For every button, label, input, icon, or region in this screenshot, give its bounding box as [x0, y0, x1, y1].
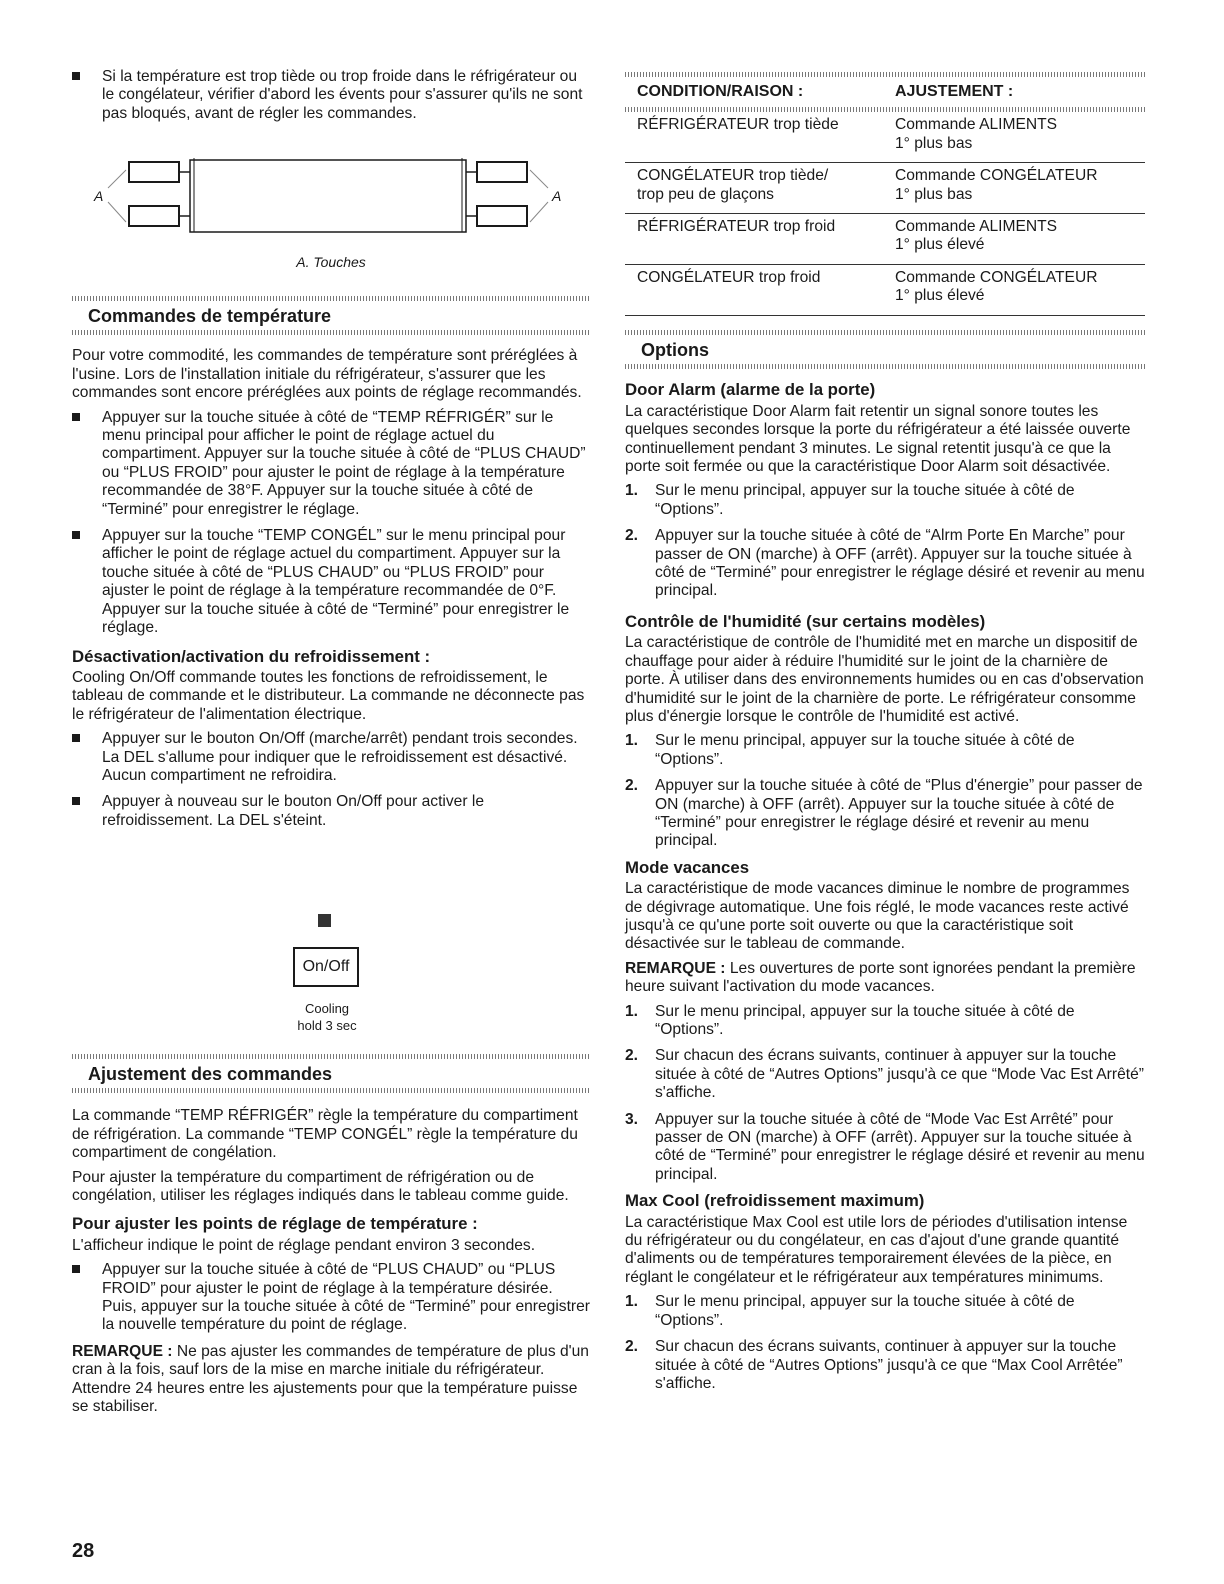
- table-cell-condition: CONGÉLATEUR trop froid: [625, 264, 883, 315]
- table-cell-adjustment: Commande CONGÉLATEUR 1° plus élevé: [883, 264, 1145, 315]
- table-cell-condition: RÉFRIGÉRATEUR trop tiède: [625, 112, 883, 162]
- onoff-caption: [262, 1000, 392, 1034]
- bullet-item: Appuyer à nouveau sur le bouton On/Off pour activer le refroidissement. La DEL s'éteint.: [72, 793, 590, 830]
- onoff-caption-line1: Cooling: [304, 1001, 350, 1016]
- table-cell-adjustment: Commande ALIMENTS 1° plus bas: [883, 112, 1145, 162]
- table-row: [625, 112, 1145, 162]
- table-row: [625, 264, 1145, 315]
- step-item: 2. Appuyer sur la touche située à côté de “Plus d'énergie” pour passer de ON (marche) à OFF (arrêt). Appuyer sur la touche située à côté de “Terminé” pour enregistrer le réglage désiré et revenir au menu principal.: [625, 777, 1143, 850]
- step-item: 1. Sur le menu principal, appuyer sur la touche située à côté de “Options”.: [625, 732, 1075, 768]
- step-item: 1. Sur le menu principal, appuyer sur la touche située à côté de “Options”.: [625, 1002, 1075, 1038]
- note-text: Les ouvertures de porte sont ignorées pendant la première heure suivant l'activation du mode vacances.: [625, 959, 1136, 996]
- onoff-button: On/Off: [293, 947, 359, 987]
- subheading: Pour ajuster les points de réglage de température :: [72, 1214, 478, 1234]
- table-header: CONDITION/RAISON :: [637, 83, 804, 100]
- note: [72, 1343, 590, 1417]
- subheading: Contrôle de l'humidité (sur certains modèles): [625, 611, 986, 631]
- table-cell-condition: RÉFRIGÉRATEUR trop froid: [625, 214, 883, 265]
- bullet-item: Appuyer sur le bouton On/Off (marche/arrêt) pendant trois secondes. La DEL s'allume pour indiquer que le refroidissement est désactivé. Aucun compartiment ne refroidira.: [72, 730, 590, 785]
- note: [625, 960, 1145, 997]
- options-section: [625, 330, 1145, 1401]
- paragraph: La caractéristique Door Alarm fait retentir un signal sonore toutes les quelques secondes lorsque la porte du réfrigérateur a été laissée ouverte continuellement pendant 3 minutes. Le signal retentit jusqu'à ce que la porte soit fermée ou que la caractéristique Door Alarm soit désactivée.: [625, 402, 1131, 476]
- label-a-left: A: [94, 188, 104, 204]
- section-title: Commandes de température: [88, 306, 332, 326]
- touch-key-top-right: [477, 162, 527, 182]
- subheading: Désactivation/activation du refroidissement :: [72, 646, 431, 666]
- led-indicator: [318, 914, 331, 927]
- label-a-right: A: [552, 188, 562, 204]
- page-number: 28: [72, 1540, 95, 1562]
- note-label: REMARQUE :: [625, 959, 726, 977]
- table-row: [625, 214, 1145, 265]
- table-cell-condition: CONGÉLATEUR trop tiède/ trop peu de glaçons: [625, 163, 883, 214]
- paragraph: La caractéristique Max Cool est utile lors de périodes d'utilisation intense du réfrigérateur ou du congélateur, en cas d'ajout d'une grande quantité d'aliments ou de températures temporairement élevées de la pièce, en réglant le congélateur et le réfrigérateur aux températures minimums.: [625, 1213, 1128, 1286]
- table-row: [625, 163, 1145, 214]
- section-title: Options: [641, 340, 709, 360]
- adjust-section: [72, 1054, 590, 1421]
- bullet-item: Appuyer sur la touche située à côté de “TEMP RÉFRIGÉR” sur le menu principal pour afficher le point de réglage actuel du compartiment. Appuyer sur la touche située à côté de “PLUS CHAUD” ou “PLUS FROID” pour ajuster le point de réglage à la température recommandée de 38°F. Appuyer sur la touche située à côté de “Terminé” pour enregistrer le réglage.: [72, 409, 590, 519]
- diagram-caption: A. Touches: [296, 254, 366, 270]
- onoff-caption-line2: hold 3 sec: [297, 1018, 357, 1033]
- step-item: 3. Appuyer sur la touche située à côté de “Mode Vac Est Arrêté” pour passer de ON (marche) à OFF (arrêt). Appuyer sur la touche située à côté de “Terminé” pour enregistrer le réglage désiré et revenir au menu principal.: [625, 1110, 1145, 1183]
- paragraph: Cooling On/Off commande toutes les fonctions de refroidissement, le tableau de commande et le distributeur. La commande ne déconnecte pas le réfrigérateur de l'alimentation électrique.: [72, 668, 585, 723]
- step-item: 1. Sur le menu principal, appuyer sur la touche située à côté de “Options”.: [625, 482, 1075, 518]
- table-cell-adjustment: Commande ALIMENTS 1° plus élevé: [883, 214, 1145, 265]
- bullet-item: Appuyer sur la touche située à côté de “PLUS CHAUD” ou “PLUS FROID” pour ajuster le point de réglage à la température désirée. Puis, appuyer sur la touche située à côté de “Terminé” pour enregistrer la nouvelle température du point de réglage.: [72, 1261, 590, 1335]
- paragraph: La caractéristique de contrôle de l'humidité met en marche un dispositif de chauffage pour aider à réduire l'humidité sur le joint de la charnière de porte. À utiliser dans des environnements humides ou en cas d'observation d'humidité sur le joint de la charnière de porte. Le réfrigérateur consomme plus d'énergie lorsque le contrôle de l'humidité est activé.: [625, 634, 1144, 725]
- paragraph: Pour ajuster la température du compartiment de réfrigération ou de congélation, utiliser les réglages indiqués dans le tableau comme guide.: [72, 1168, 569, 1205]
- adjustment-table-wrap: [625, 72, 1145, 316]
- section-title: Ajustement des commandes: [88, 1064, 333, 1084]
- note-text: Ne pas ajuster les commandes de température de plus d'un cran à la fois, sauf lors de la mise en marche initiale du réfrigérateur. Attendre 24 heures entre les ajustements pour que la température puisse se stabiliser.: [72, 1342, 589, 1416]
- step-item: 1. Sur le menu principal, appuyer sur la touche située à côté de “Options”.: [625, 1293, 1075, 1329]
- paragraph: L'afficheur indique le point de réglage pendant environ 3 secondes.: [72, 1236, 536, 1254]
- subheading: Max Cool (refroidissement maximum): [625, 1191, 925, 1211]
- bullet-item: Appuyer sur la touche “TEMP CONGÉL” sur le menu principal pour afficher le point de réglage actuel du compartiment. Appuyer sur la touche située à côté de “PLUS CHAUD” ou “PLUS FROID” pour ajuster le point de réglage à la température recommandée de 0°F. Appuyer sur la touche située à côté de “Terminé” pour enregistrer le réglage.: [72, 527, 590, 637]
- table-cell-adjustment: Commande CONGÉLATEUR 1° plus bas: [883, 163, 1145, 214]
- adjustment-table: [625, 77, 1145, 316]
- paragraph: La commande “TEMP RÉFRIGÉR” règle la température du compartiment de réfrigération. La commande “TEMP CONGÉL” règle la température du compartiment de congélation.: [72, 1107, 578, 1162]
- touch-key-top-left: [129, 162, 179, 182]
- touch-key-bottom-right: [477, 206, 527, 226]
- table-header-row: [625, 77, 1145, 107]
- step-item: 2. Sur chacun des écrans suivants, continuer à appuyer sur la touche située à côté de “Autres Options” jusqu'à ce que “Mode Vac Est Arrêté” s'affiche.: [625, 1047, 1144, 1102]
- paragraph: Pour votre commodité, les commandes de température sont préréglées à l'usine. Lors de l'installation initiale du réfrigérateur, s'assurer que les commandes sont encore préréglées aux points de réglage recommandés.: [72, 347, 582, 402]
- table-header: AJUSTEMENT :: [895, 83, 1014, 100]
- step-item: 2. Sur chacun des écrans suivants, continuer à appuyer sur la touche située à côté de “Autres Options” jusqu'à ce que “Max Cool Arrêtée” s'affiche.: [625, 1338, 1123, 1392]
- step-item: 2. Appuyer sur la touche située à côté de “Alrm Porte En Marche” pour passer de ON (marche) à OFF (arrêt). Appuyer sur la touche située à côté de “Terminé” pour enregistrer le réglage désiré et revenir au menu principal.: [625, 527, 1145, 600]
- note-label: REMARQUE :: [72, 1342, 173, 1360]
- touch-key-bottom-left: [129, 206, 179, 226]
- paragraph: La caractéristique de mode vacances diminue le nombre de programmes de dégivrage automatique. Une fois réglé, le mode vacances reste activé jusqu'à ce qu'une porte soit ouverte ou que la caractéristique soit désactivée sur le tableau de commande.: [625, 880, 1130, 953]
- temp-section: [72, 296, 590, 838]
- intro-bullet: Si la température est trop tiède ou trop froide dans le réfrigérateur ou le congélateur, vérifier d'abord les évents pour s'assurer qu'ils ne sont pas bloqués, avant de régler les commandes.: [72, 68, 590, 123]
- display-screen: [190, 160, 466, 232]
- subheading: Door Alarm (alarme de la porte): [625, 380, 876, 400]
- subheading: Mode vacances: [625, 857, 750, 877]
